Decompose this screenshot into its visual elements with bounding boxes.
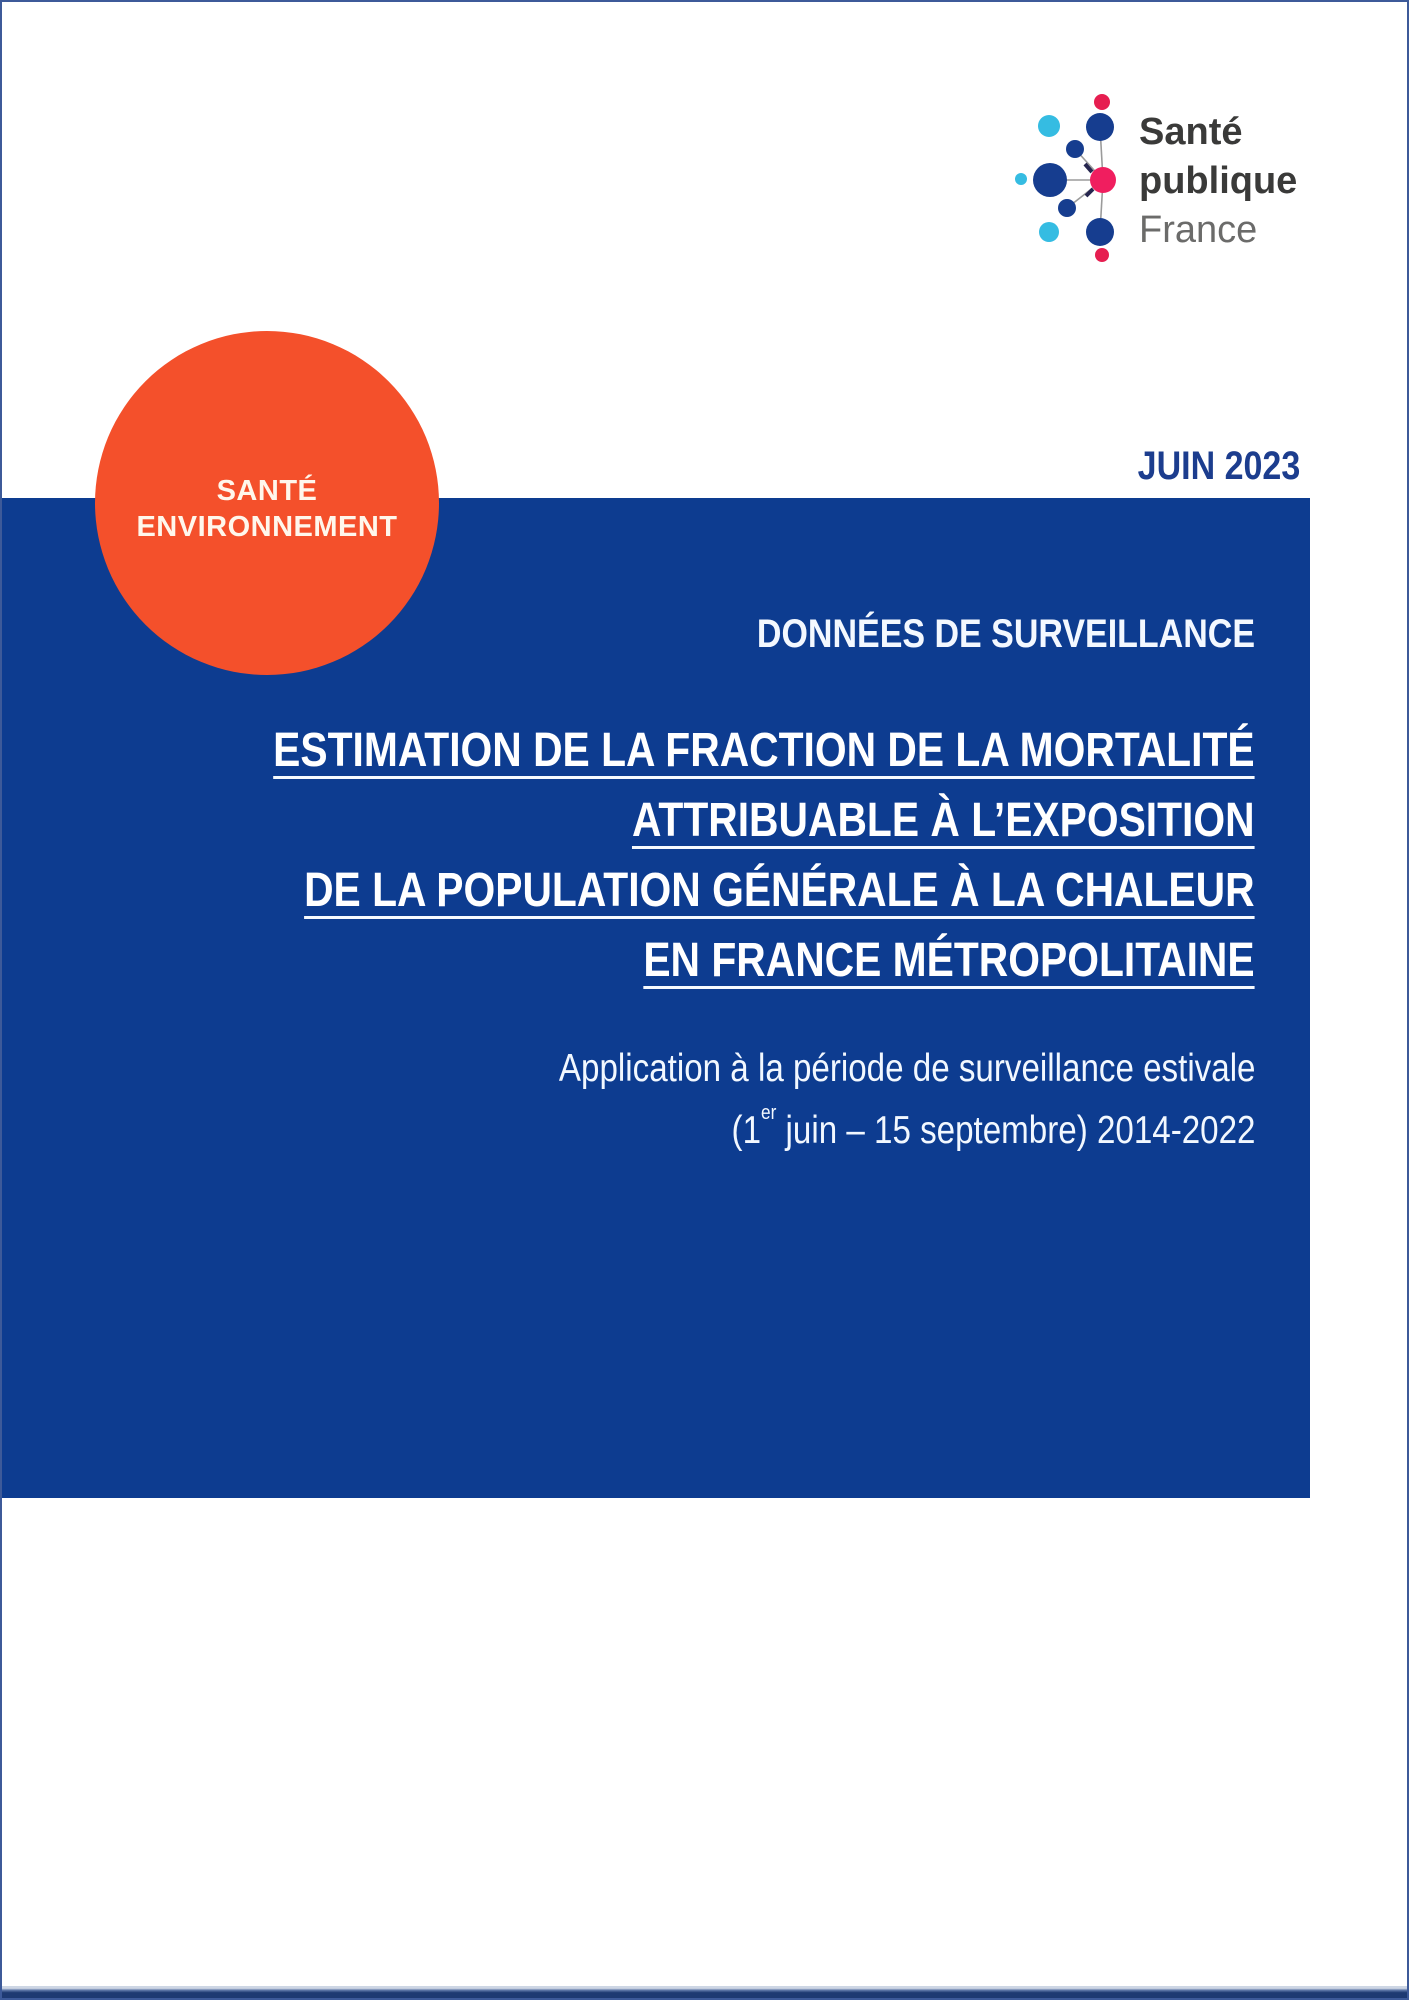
publication-date: JUIN 2023: [1137, 444, 1300, 488]
report-subtitle-line: [558, 1096, 1255, 1158]
footer-strip: [2, 1986, 1407, 1998]
spf-logo-network-icon: [1005, 78, 1145, 273]
report-subtitle: [558, 1042, 1255, 1158]
spf-logo: [1005, 78, 1297, 273]
logo-brand-line: Santé: [1139, 111, 1243, 153]
subtitle-date-range: juin – 15 septembre) 2014-2022: [775, 1109, 1255, 1152]
collection-kicker: DONNÉES DE SURVEILLANCE: [756, 612, 1255, 656]
collection-badge: [95, 331, 439, 675]
collection-badge-line: ENVIRONNEMENT: [136, 511, 398, 543]
spf-logo-wordmark: [1139, 108, 1297, 273]
report-title-line: DE LA POPULATION GÉNÉRALE À LA CHALEUR: [304, 864, 1256, 917]
collection-badge-line: SANTÉ: [216, 475, 318, 507]
logo-brand-line: publique: [1139, 160, 1298, 202]
logo-brand-line: France: [1139, 209, 1258, 251]
report-title-line: ESTIMATION DE LA FRACTION DE LA MORTALITÉ: [273, 724, 1255, 777]
report-title: [274, 716, 1255, 996]
subtitle-open-paren: (1: [731, 1109, 761, 1152]
subtitle-ordinal-sup: er: [760, 1101, 776, 1124]
report-subtitle-line: Application à la période de surveillance estivale: [558, 1047, 1255, 1090]
report-title-line: EN FRANCE MÉTROPOLITAINE: [643, 934, 1255, 987]
report-title-line: ATTRIBUABLE À L’EXPOSITION: [632, 794, 1255, 847]
